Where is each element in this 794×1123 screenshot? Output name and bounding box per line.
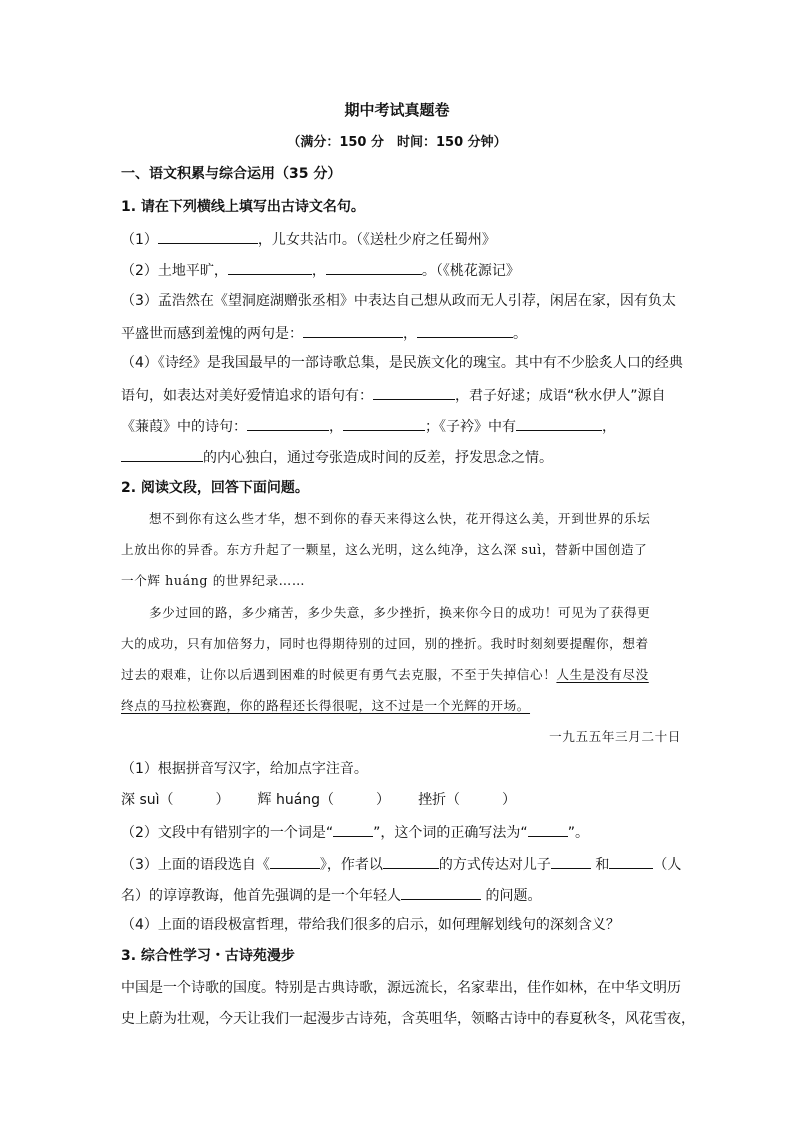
q1-item-4-line4: 的内心独白，通过夸张造成时间的反差，抒发思念之情。 <box>121 446 681 468</box>
answer-blank[interactable] <box>551 853 591 869</box>
underlined-sentence: 终点的马拉松赛跑，你的路程还长得很呢，这不过是一个光辉的开场。 <box>121 698 531 713</box>
passage-line <box>121 696 681 716</box>
answer-blank[interactable] <box>528 821 568 837</box>
q1-item-4-line3: 《蒹葭》中的诗句： ， ；《子衿》中有 ， <box>121 415 681 437</box>
answer-blank[interactable] <box>401 884 481 900</box>
q2-sub-3-line1: （3）上面的语段选自《 》，作者以 的方式传达对儿子 和 （人 <box>121 853 681 875</box>
q3-line: 史上蔚为壮观，今天让我们一起漫步古诗苑，含英咀华，领略古诗中的春夏秋冬，风花雪夜， <box>121 1011 695 1027</box>
section-heading: 一、语文积累与综合运用（35 分） <box>121 166 342 182</box>
answer-blank[interactable] <box>228 259 312 275</box>
passage-line: 过去的艰难，让你以后遇到困难的时候更有勇气去克服，不至于失掉信心！人生是没有尽没 <box>121 667 649 682</box>
passage-line: 多少过回的路，多少痛苦，多少失意，多少挫折，换来你今日的成功！可见为了获得更 <box>149 605 651 620</box>
exam-title: 期中考试真题卷 <box>344 101 450 119</box>
answer-blank[interactable] <box>417 322 513 338</box>
q2-heading: 2. 阅读文段，回答下面问题。 <box>121 480 309 496</box>
answer-blank[interactable] <box>343 415 425 431</box>
passage-line: 想不到你有这么些才华，想不到你的春天来得这么快，花开得这么美，开到世界的乐坛 <box>149 511 651 526</box>
q3-line: 中国是一个诗歌的国度。特别是古典诗歌，源远流长，名家辈出，佳作如林，在中华文明历 <box>121 980 681 996</box>
answer-blank[interactable] <box>326 259 422 275</box>
answer-blank[interactable] <box>270 853 320 869</box>
passage-line: 大的成功，只有加倍努力，同时也得期待别的过回，别的挫折。我时时刻刻要提醒你，想着 <box>121 636 649 651</box>
q2-sub-1: （1）根据拼音写汉字，给加点字注音。 <box>121 761 368 777</box>
q2-sub-3-line2: 名）的谆谆教诲，他首先强调的是一个年轻人 的问题。 <box>121 884 681 906</box>
answer-blank[interactable] <box>333 821 373 837</box>
q2-sub-4: （4）上面的语段极富哲理，带给我们很多的启示，如何理解划线句的深刻含义？ <box>121 917 620 933</box>
exam-subtitle: （满分：150 分 时间：150 分钟） <box>287 135 507 150</box>
q1-item-3-line1: （3）孟浩然在《望洞庭湖赠张丞相》中表达自己想从政而无人引荐，闲居在家，因有负太 <box>121 293 676 309</box>
underlined-sentence: 人生是没有尽没 <box>556 667 649 682</box>
answer-blank[interactable] <box>383 853 439 869</box>
q1-heading: 1. 请在下列横线上填写出古诗文名句。 <box>121 199 365 215</box>
q1-item-2: （2）土地平旷， ， 。（《桃花源记》 <box>121 259 681 281</box>
answer-blank[interactable] <box>158 228 258 244</box>
passage-line: 一个辉 huáng 的世界纪录…… <box>121 573 306 588</box>
q3-heading: 3. 综合性学习・古诗苑漫步 <box>121 948 295 964</box>
q1-item-1: （1） ，儿女共沾巾。（《送杜少府之任蜀州》 <box>121 228 681 250</box>
q1-item-4-line2: 语句，如表达对美好爱情追求的语句有： ，君子好逑；成语“秋水伊人”源自 <box>121 384 681 406</box>
answer-blank[interactable] <box>303 322 403 338</box>
answer-blank[interactable] <box>247 415 329 431</box>
q2-sub-1-items: 深 suì（ ） 辉 huáng（ ） 挫折（ ） <box>121 792 517 808</box>
q1-item-4-line1: （4）《诗经》是我国最早的一部诗歌总集，是民族文化的瑰宝。其中有不少脍炙人口的经典 <box>121 355 683 371</box>
q1-item-3-line2: 平盛世而感到羞愧的两句是： ， 。 <box>121 322 681 344</box>
q2-sub-2: （2）文段中有错别字的一个词是“ ”，这个词的正确写法为“ ”。 <box>121 821 681 843</box>
passage-line: 上放出你的异香。东方升起了一颗星，这么光明，这么纯净，这么深 suì，替新中国创造了 <box>121 542 648 557</box>
answer-blank[interactable] <box>609 853 653 869</box>
answer-blank[interactable] <box>121 446 203 462</box>
answer-blank[interactable] <box>516 415 602 431</box>
answer-blank[interactable] <box>373 384 455 400</box>
letter-date: 一九五五年三月二十日 <box>549 729 681 744</box>
